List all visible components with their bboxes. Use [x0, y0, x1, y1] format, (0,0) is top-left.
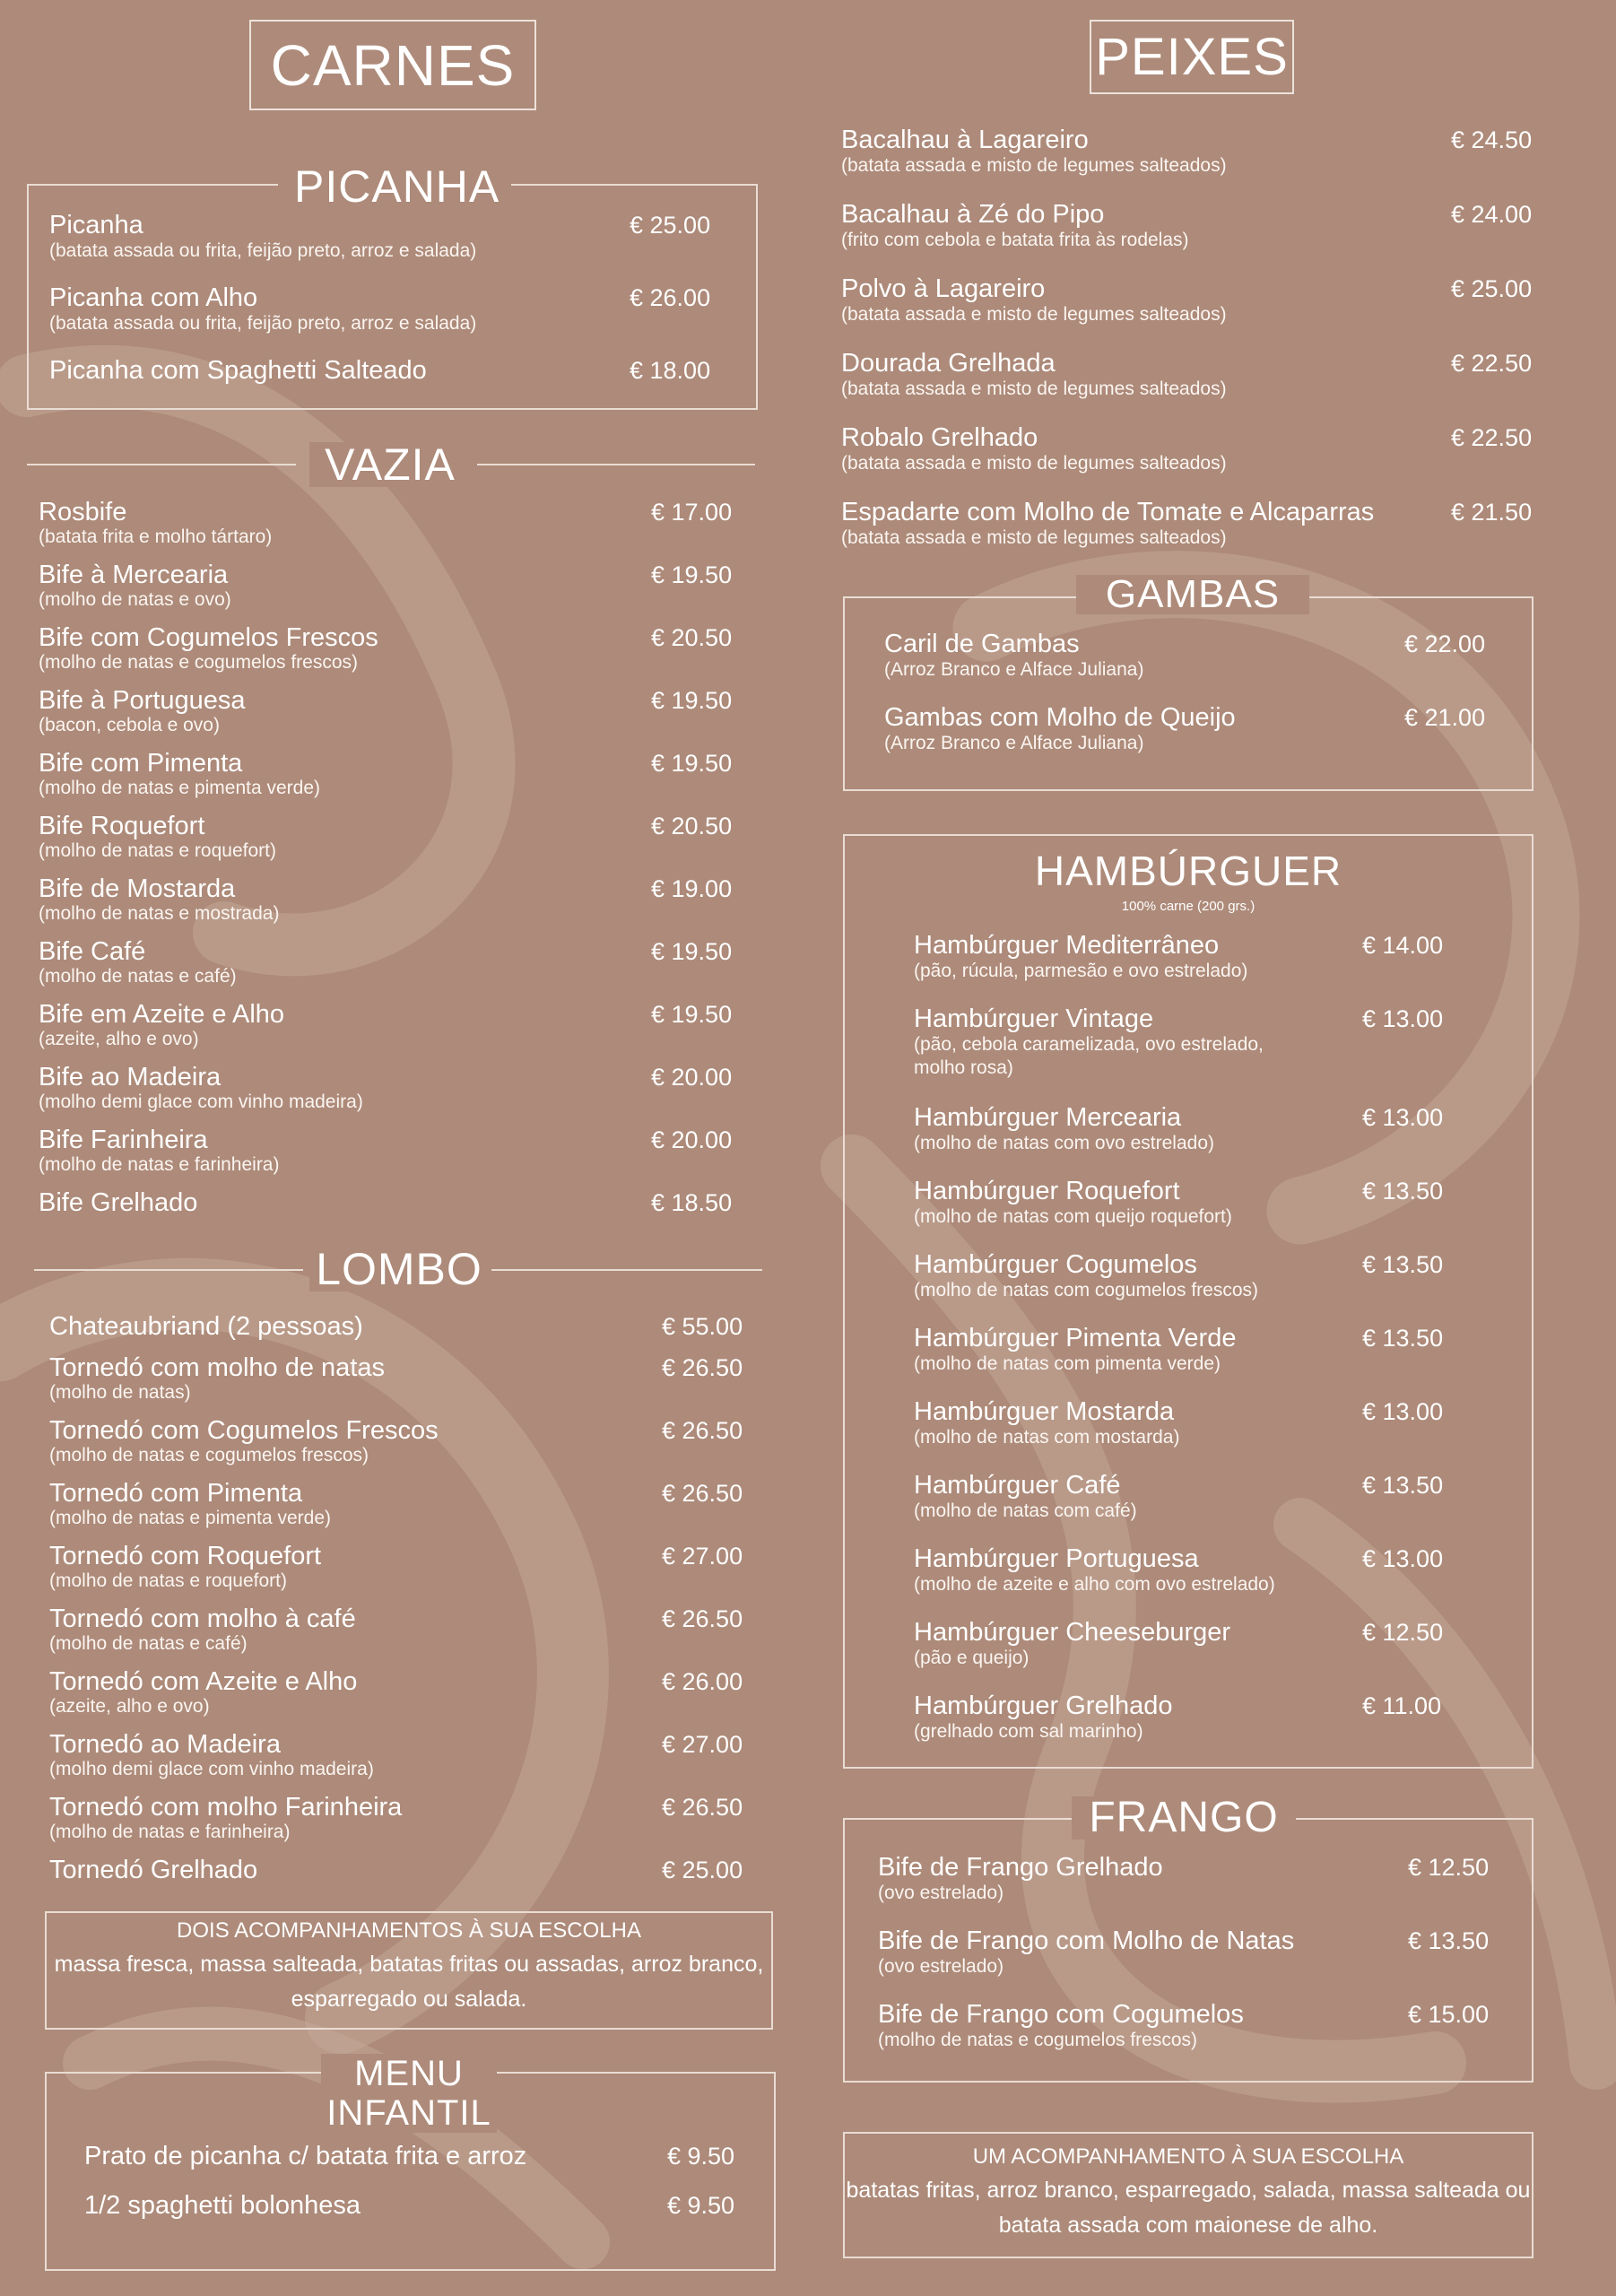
menu-item-description: (molho de natas) [49, 1382, 191, 1403]
carnes-heading: CARNES [249, 20, 536, 110]
menu-item-name: Bife de Frango com Molho de Natas [878, 1926, 1295, 1955]
menu-item-description: (molho de natas com café) [914, 1500, 1137, 1521]
menu-item-price: € 13.50 [1362, 1178, 1444, 1205]
menu-item-description: (molho de azeite e alho com ovo estrelado) [914, 1574, 1275, 1595]
menu-item-price: € 9.50 [667, 2143, 735, 2170]
menu-item-name: 1/2 spaghetti bolonhesa [84, 2191, 361, 2220]
menu-item-price: € 19.50 [651, 938, 733, 965]
menu-item-description: (molho demi glace com vinho madeira) [49, 1759, 374, 1779]
menu-item-name: Chateaubriand (2 pessoas) [49, 1312, 363, 1341]
um-acompanhamento-text [843, 2140, 1533, 2243]
menu-item-price: € 26.00 [630, 284, 711, 311]
menu-item-price: € 21.00 [1404, 704, 1486, 731]
menu-item-price: € 26.50 [662, 1605, 743, 1632]
menu-item-price: € 55.00 [662, 1313, 743, 1340]
gambas-title: GAMBAS [1076, 575, 1309, 614]
um-acompanhamento-line1: batatas fritas, arroz branco, esparregado, salada, massa salteada ou [846, 2178, 1531, 2204]
menu-item-name: Tornedó com Cogumelos Frescos [49, 1416, 439, 1445]
menu-item-description: (molho de natas e café) [39, 966, 237, 987]
menu-item-description: (batata assada e misto de legumes salteados) [841, 155, 1227, 176]
menu-item-description: (azeite, alho e ovo) [39, 1029, 199, 1049]
menu-item-name: Bife com Pimenta [39, 749, 243, 778]
menu-item-description: (molho de natas e farinheira) [49, 1822, 291, 1842]
menu-item-name: Hambúrguer Mediterrâneo [914, 931, 1220, 960]
menu-item-price: € 20.50 [651, 813, 733, 839]
menu-item-description: (batata assada ou frita, feijão preto, arroz e salada) [49, 240, 477, 261]
menu-infantil-title-line2: INFANTIL [326, 2093, 491, 2133]
menu-item-name: Gambas com Molho de Queijo [884, 703, 1236, 732]
menu-item-price: € 17.00 [651, 499, 733, 526]
menu-item-name: Picanha com Alho [49, 283, 258, 312]
dois-acompanhamentos-title: DOIS ACOMPANHAMENTOS À SUA ESCOLHA [177, 1918, 641, 1943]
menu-item-name: Prato de picanha c/ batata frita e arroz [84, 2142, 527, 2170]
menu-item-name: Bacalhau à Lagareiro [841, 126, 1089, 154]
menu-item-description: (Arroz Branco e Alface Juliana) [884, 659, 1144, 680]
menu-item-name: Rosbife [39, 498, 127, 526]
menu-item-name: Dourada Grelhada [841, 349, 1056, 378]
menu-item-price: € 20.00 [651, 1126, 733, 1153]
lombo-rule-left [34, 1269, 303, 1271]
menu-item-name: Hambúrguer Roquefort [914, 1177, 1180, 1205]
menu-item-price: € 19.50 [651, 1001, 733, 1028]
menu-item-description: (frito com cebola e batata frita às rodelas) [841, 230, 1189, 250]
menu-item-name: Tornedó com molho à café [49, 1605, 356, 1633]
menu-item-price: € 25.00 [630, 212, 711, 239]
menu-item-name: Bife Café [39, 937, 146, 966]
menu-item-price: € 11.00 [1362, 1692, 1442, 1719]
menu-item-name: Hambúrguer Café [914, 1471, 1121, 1500]
menu-item-description: (batata assada ou frita, feijão preto, arroz e salada) [49, 313, 477, 334]
menu-infantil-title [321, 2054, 497, 2133]
vazia-rule-left [27, 464, 296, 465]
menu-item-price: € 13.50 [1362, 1472, 1444, 1499]
menu-item-description: (molho de natas e roquefort) [39, 840, 276, 861]
menu-item-description: (molho de natas com cogumelos frescos) [914, 1280, 1258, 1300]
menu-item-name: Picanha [49, 211, 143, 239]
dois-acompanhamentos-text [45, 1914, 773, 2017]
menu-item-price: € 13.00 [1362, 1104, 1444, 1131]
menu-item-name: Polvo à Lagareiro [841, 274, 1046, 303]
menu-item-name: Bife em Azeite e Alho [39, 1000, 285, 1029]
picanha-title: PICANHA [278, 164, 511, 209]
menu-item-name: Bife Roquefort [39, 812, 205, 840]
menu-item-name: Bacalhau à Zé do Pipo [841, 200, 1105, 229]
menu-item-price: € 13.00 [1362, 1005, 1444, 1032]
menu-item-price: € 19.50 [651, 687, 733, 714]
menu-item-description: (molho demi glace com vinho madeira) [39, 1091, 363, 1112]
menu-item-price: € 26.50 [662, 1794, 743, 1821]
menu-item-name: Bife de Frango Grelhado [878, 1853, 1163, 1882]
menu-item-price: € 20.00 [651, 1064, 733, 1091]
menu-item-price: € 21.50 [1451, 499, 1533, 526]
vazia-rule-right [477, 464, 755, 465]
vazia-title: VAZIA [309, 442, 471, 487]
lombo-rule-right [491, 1269, 762, 1271]
menu-item-name: Bife de Mostarda [39, 874, 236, 903]
hamburguer-title: HAMBÚRGUER [1034, 848, 1342, 894]
menu-item-name: Bife ao Madeira [39, 1063, 222, 1091]
menu-item-price: € 13.50 [1362, 1325, 1444, 1352]
dois-acompanhamentos-line2: esparregado ou salada. [291, 1986, 527, 2012]
menu-item-name: Bife Grelhado [39, 1188, 198, 1217]
lombo-title: LOMBO [309, 1247, 489, 1292]
menu-item-description: (batata assada e misto de legumes salteados) [841, 453, 1227, 474]
gambas-box [843, 596, 1533, 791]
menu-item-name: Caril de Gambas [884, 630, 1080, 658]
menu-item-description: (molho de natas e roquefort) [49, 1570, 287, 1591]
menu-item-description: (molho de natas e mostrada) [39, 903, 280, 924]
menu-item-name: Tornedó ao Madeira [49, 1730, 281, 1759]
menu-item-price: € 19.50 [651, 750, 733, 777]
menu-item-description: (Arroz Branco e Alface Juliana) [884, 733, 1144, 753]
menu-item-name: Hambúrguer Mostarda [914, 1397, 1175, 1426]
hamburguer-subtitle: 100% carne (200 grs.) [1121, 899, 1255, 914]
menu-item-price: € 15.00 [1408, 2001, 1490, 2028]
menu-item-price: € 13.00 [1362, 1545, 1444, 1572]
menu-item-description: (molho de natas com queijo roquefort) [914, 1206, 1232, 1227]
menu-item-price: € 13.00 [1362, 1398, 1444, 1425]
menu-item-description: (molho de natas e pimenta verde) [49, 1508, 332, 1528]
menu-item-name: Espadarte com Molho de Tomate e Alcaparras [841, 498, 1375, 526]
menu-item-description: (pão e queijo) [914, 1648, 1030, 1668]
menu-item-price: € 12.50 [1362, 1619, 1444, 1646]
um-acompanhamento-title: UM ACOMPANHAMENTO À SUA ESCOLHA [972, 2144, 1404, 2169]
frango-title: FRANGO [1072, 1796, 1296, 1839]
menu-item-price: € 24.00 [1451, 201, 1533, 228]
menu-item-description: (batata assada e misto de legumes salteados) [841, 304, 1227, 325]
menu-item-price: € 27.00 [662, 1731, 743, 1758]
menu-item-name: Picanha com Spaghetti Salteado [49, 356, 427, 385]
menu-item-name: Hambúrguer Cheeseburger [914, 1618, 1231, 1647]
menu-item-description: (molho de natas e farinheira) [39, 1154, 280, 1175]
menu-item-name: Bife à Mercearia [39, 561, 229, 589]
menu-item-description: (molho de natas com ovo estrelado) [914, 1133, 1215, 1153]
menu-item-price: € 26.50 [662, 1480, 743, 1507]
menu-item-price: € 25.00 [662, 1857, 743, 1883]
menu-item-price: € 26.50 [662, 1354, 743, 1381]
menu-item-description: (molho de natas e pimenta verde) [39, 778, 321, 798]
menu-item-name: Tornedó com Roquefort [49, 1542, 322, 1570]
menu-item-name: Hambúrguer Pimenta Verde [914, 1324, 1237, 1352]
menu-item-name: Bife de Frango com Cogumelos [878, 2000, 1244, 2029]
menu-item-name: Hambúrguer Mercearia [914, 1103, 1182, 1132]
menu-item-description: (molho de natas e cogumelos frescos) [39, 652, 359, 673]
peixes-heading: PEIXES [1090, 20, 1294, 94]
menu-item-description: (grelhado com sal marinho) [914, 1721, 1143, 1742]
menu-item-price: € 12.50 [1408, 1854, 1490, 1881]
menu-item-description: (ovo estrelado) [878, 1883, 1004, 1903]
menu-item-description: (ovo estrelado) [878, 1956, 1004, 1977]
menu-item-price: € 19.00 [651, 875, 733, 902]
menu-item-price: € 22.50 [1451, 424, 1533, 451]
menu-item-price: € 26.50 [662, 1417, 743, 1444]
menu-item-description: (molho de natas e cogumelos frescos) [878, 2030, 1198, 2050]
menu-item-description: (molho de natas e café) [49, 1633, 248, 1654]
menu-item-name: Tornedó com molho Farinheira [49, 1793, 403, 1822]
menu-item-description: (pão, cebola caramelizada, ovo estrelado, [914, 1034, 1264, 1055]
menu-item-name: Tornedó com Azeite e Alho [49, 1667, 358, 1696]
menu-item-name: Robalo Grelhado [841, 423, 1038, 452]
menu-item-price: € 13.50 [1408, 1927, 1490, 1954]
menu-item-price: € 26.00 [662, 1668, 743, 1695]
menu-item-description: (batata frita e molho tártaro) [39, 526, 273, 547]
menu-item-name: Tornedó com Pimenta [49, 1479, 303, 1508]
dois-acompanhamentos-line1: massa fresca, massa salteada, batatas fritas ou assadas, arroz branco, [54, 1952, 764, 1978]
menu-item-description: (pão, rúcula, parmesão e ovo estrelado) [914, 961, 1248, 981]
menu-item-description: (molho de natas com mostarda) [914, 1427, 1180, 1448]
menu-item-description: (azeite, alho e ovo) [49, 1696, 210, 1717]
menu-item-name: Hambúrguer Grelhado [914, 1692, 1173, 1720]
menu-item-price: € 22.50 [1451, 350, 1533, 377]
um-acompanhamento-line2: batata assada com maionese de alho. [998, 2212, 1378, 2238]
menu-item-name: Bife à Portuguesa [39, 686, 246, 715]
menu-item-description: (molho de natas e ovo) [39, 589, 231, 610]
menu-item-description: (bacon, cebola e ovo) [39, 715, 220, 735]
menu-item-price: € 14.00 [1362, 932, 1444, 959]
menu-item-name: Tornedó com molho de natas [49, 1353, 385, 1382]
menu-item-name: Hambúrguer Portuguesa [914, 1544, 1199, 1573]
menu-item-name: Tornedó Grelhado [49, 1856, 258, 1884]
menu-item-price: € 22.00 [1404, 631, 1486, 657]
menu-item-description: (molho de natas e cogumelos frescos) [49, 1445, 369, 1465]
menu-item-description: (batata assada e misto de legumes salteados) [841, 378, 1227, 399]
menu-item-description-line2: molho rosa) [914, 1057, 1013, 1078]
menu-item-price: € 19.50 [651, 561, 733, 588]
menu-item-price: € 9.50 [667, 2192, 735, 2219]
menu-item-price: € 13.50 [1362, 1251, 1444, 1278]
menu-item-price: € 20.50 [651, 624, 733, 651]
menu-item-price: € 18.50 [651, 1189, 733, 1216]
menu-item-name: Hambúrguer Cogumelos [914, 1250, 1197, 1279]
menu-item-price: € 25.00 [1451, 275, 1533, 302]
menu-item-description: (batata assada e misto de legumes salteados) [841, 527, 1227, 548]
menu-item-name: Bife com Cogumelos Frescos [39, 623, 378, 652]
menu-item-price: € 24.50 [1451, 126, 1533, 153]
menu-item-description: (molho de natas com pimenta verde) [914, 1353, 1221, 1374]
menu-item-name: Bife Farinheira [39, 1126, 208, 1154]
menu-item-name: Hambúrguer Vintage [914, 1004, 1154, 1033]
menu-item-price: € 27.00 [662, 1543, 743, 1570]
menu-item-price: € 18.00 [630, 357, 711, 384]
menu-infantil-title-line1: MENU [354, 2054, 464, 2093]
